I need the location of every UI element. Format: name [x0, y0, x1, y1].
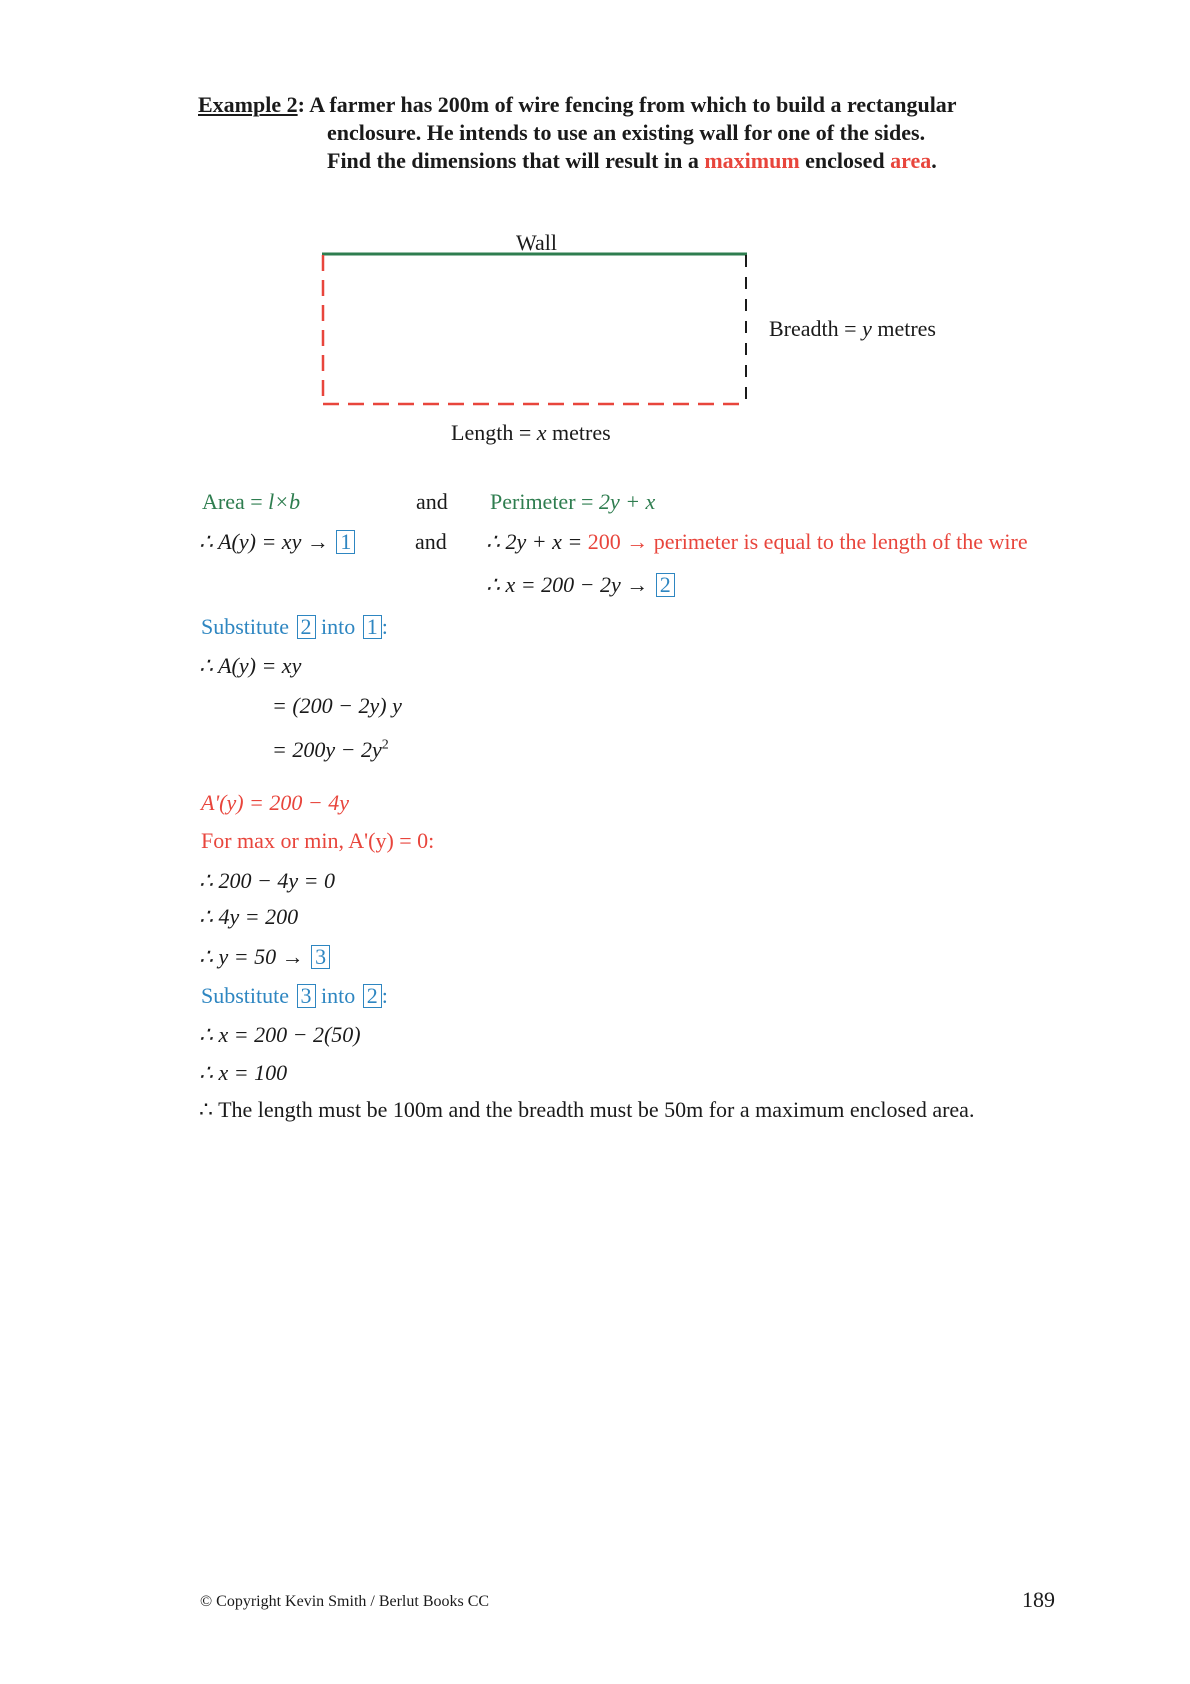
- area-line-2: = (200 − 2y) y: [272, 693, 402, 718]
- page-number: 189: [1022, 1587, 1055, 1612]
- ref-box-2: 2: [656, 573, 675, 597]
- keyword-maximum: maximum: [704, 148, 800, 173]
- equation-line-2: ∴ 4y = 200: [199, 904, 299, 929]
- equation-line-3: ∴ y = 50 → 3: [199, 944, 330, 970]
- x-line-2: ∴ x = 100: [199, 1060, 288, 1085]
- perimeter-formula: Perimeter = 2y + x: [490, 489, 656, 514]
- equation-line-1: ∴ 200 − 4y = 0: [199, 868, 335, 893]
- x-line-1: ∴ x = 200 − 2(50): [199, 1022, 361, 1047]
- area-line-3: = $200y - 2y^2$: [272, 737, 389, 762]
- area-formula: Area = l×b: [202, 489, 301, 514]
- problem-line-3: Find the dimensions that will result in a maximum enclosed area.: [327, 148, 937, 173]
- x-expression: ∴ x = 200 − 2y → 2: [486, 572, 675, 598]
- example-label: Example 2: [198, 92, 298, 117]
- problem-text-1: A farmer has 200m of wire fencing from which to build a rectangular: [309, 92, 957, 117]
- problem-line-2: enclosure. He intends to use an existing wall for one of the sides.: [327, 120, 926, 145]
- keyword-area: area: [890, 148, 932, 173]
- length-label: Length = x metres: [451, 420, 611, 445]
- and-label-2: and: [415, 529, 447, 554]
- breadth-label: Breadth = y metres: [769, 316, 936, 341]
- ref-box-3: 3: [311, 945, 330, 969]
- problem-line-1: Example 2: A farmer has 200m of wire fencing from which to build a rectangular: [198, 92, 957, 117]
- substitute-step-1: Substitute 2 into 1 :: [201, 614, 388, 639]
- perimeter-equation: ∴ 2y + x = 200 → perimeter is equal to the length of the wire: [486, 529, 1028, 554]
- derivative-line: A'(y) = 200 − 4y: [201, 790, 350, 815]
- copyright-notice: © Copyright Kevin Smith / Berlut Books CC: [200, 1593, 490, 1610]
- max-min-condition: For max or min, A'(y) = 0:: [201, 828, 435, 853]
- wall-label: Wall: [516, 230, 557, 255]
- area-function-line: ∴ A(y) = xy → 1: [199, 529, 355, 555]
- area-line-1: ∴ A(y) = xy: [199, 653, 302, 678]
- and-label-1: and: [416, 489, 448, 514]
- conclusion: ∴ The length must be 100m and the breadth must be 50m for a maximum enclosed area.: [199, 1097, 975, 1122]
- substitute-step-2: Substitute 3 into 2 :: [201, 983, 388, 1008]
- ref-box-1: 1: [336, 530, 355, 554]
